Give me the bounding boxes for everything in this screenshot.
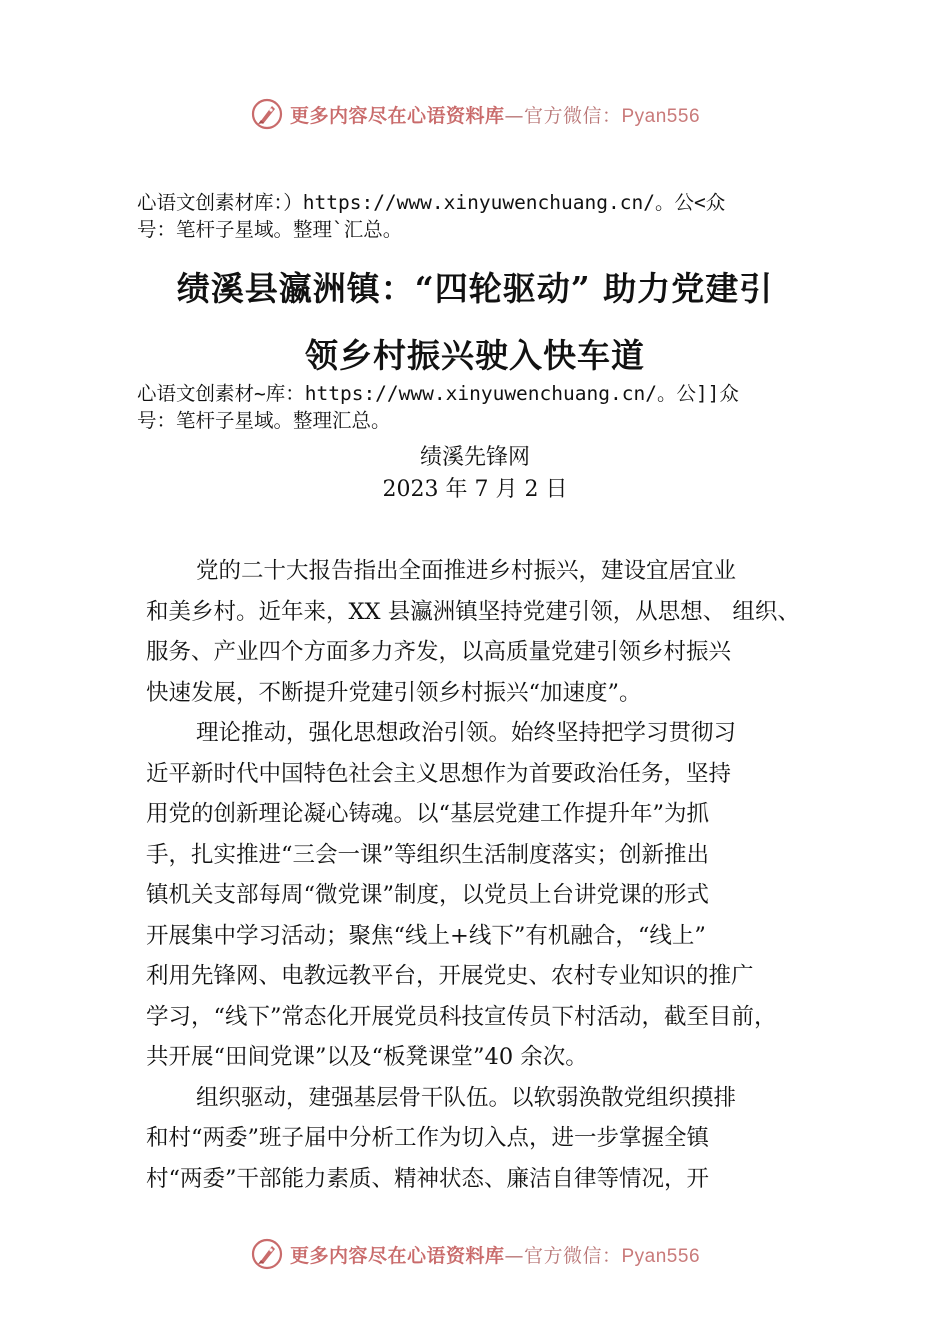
banner-text: [290, 1241, 700, 1268]
paragraph-line: 近平新时代中国特色社会主义思想作为首要政治任务，坚持: [146, 760, 732, 787]
source-note-2-line2: 号：笔杆子星域。整理汇总。: [137, 409, 391, 432]
paragraph-line: 开展集中学习活动；聚焦“线上+线下”有机融合，“线上”: [146, 922, 706, 949]
article-title-line1: 绩溪县瀛洲镇：“四轮驱动” 助力党建引: [176, 269, 774, 308]
banner-dash: —: [504, 104, 524, 127]
banner-brand: 更多内容尽在心语资料库: [289, 1244, 505, 1267]
banner-wechat-label: 官方微信：: [523, 1244, 622, 1267]
banner-dash: —: [504, 1244, 524, 1267]
paragraph-line: 镇机关支部每周“微党课”制度，以党员上台讲党课的形式: [146, 882, 710, 908]
source-note-1-line1: 心语文创素材库：）https://www.xinyuwenchuang.cn/。公<众: [137, 191, 726, 214]
pen-nib-circle-icon: [250, 1237, 284, 1271]
banner-wechat-label: 官方微信：: [523, 104, 622, 127]
pen-nib-circle-icon: [250, 97, 284, 131]
paragraph-line: 手，扎实推进“三会一课”等组织生活制度落实；创新推出: [146, 841, 710, 868]
paragraph-3: [146, 1078, 836, 1200]
paragraph-line: 共开展“田间党课”以及“板凳课堂”40 余次。: [146, 1044, 588, 1070]
article-publisher: 绩溪先锋网: [419, 445, 530, 470]
banner-wechat-id: Pyan556: [621, 1245, 701, 1267]
paragraph-line: 和村“两委”班子届中分析工作为切入点，进一步掌握全镇: [146, 1125, 710, 1151]
article-title-line2: 领乡村振兴驶入快车道: [305, 336, 645, 375]
paragraph-line: 村“两委”干部能力素质、精神状态、廉洁自律等情况，开: [146, 1165, 710, 1192]
article-body: [146, 551, 836, 1199]
paragraph-line: 利用先锋网、电教远教平台，开展党史、农村专业知识的推广: [146, 963, 754, 989]
banner-text: [290, 101, 700, 128]
banner-brand: 更多内容尽在心语资料库: [289, 104, 505, 127]
source-note-1: [137, 189, 837, 243]
header-banner: [0, 92, 950, 136]
banner-wechat-id: Pyan556: [621, 105, 701, 127]
paragraph-2: [146, 713, 836, 1078]
paragraph-line: 服务、产业四个方面多力齐发，以高质量党建引领乡村振兴: [146, 639, 732, 665]
footer-banner: [0, 1232, 950, 1276]
paragraph-1: [146, 551, 836, 713]
article-date: 2023 年 7 月 2 日: [382, 477, 568, 502]
paragraph-line: 理论推动，强化思想政治引领。始终坚持把学习贯彻习: [196, 720, 737, 746]
paragraph-line: 学习，“线下”常态化开展党员科技宣传员下村活动，截至目前，: [146, 1003, 777, 1030]
source-note-1-line2: 号：笔杆子星域。整理`汇总。: [137, 218, 403, 241]
paragraph-line: 党的二十大报告指出全面推进乡村振兴，建设宜居宜业: [196, 558, 737, 584]
paragraph-line: 和美乡村。近年来，XX 县瀛洲镇坚持党建引领，从思想、 组织、: [146, 598, 800, 625]
paragraph-line: 组织驱动，建强基层骨干队伍。以软弱涣散党组织摸排: [196, 1084, 737, 1111]
paragraph-line: 用党的创新理论凝心铸魂。以“基层党建工作提升年”为抓: [146, 801, 710, 827]
source-note-2-line1: 心语文创素材~库：https://www.xinyuwenchuang.cn/。公]]众: [137, 382, 739, 405]
paragraph-line: 快速发展，不断提升党建引领乡村振兴“加速度”。: [146, 679, 642, 706]
source-note-2: [137, 380, 837, 434]
